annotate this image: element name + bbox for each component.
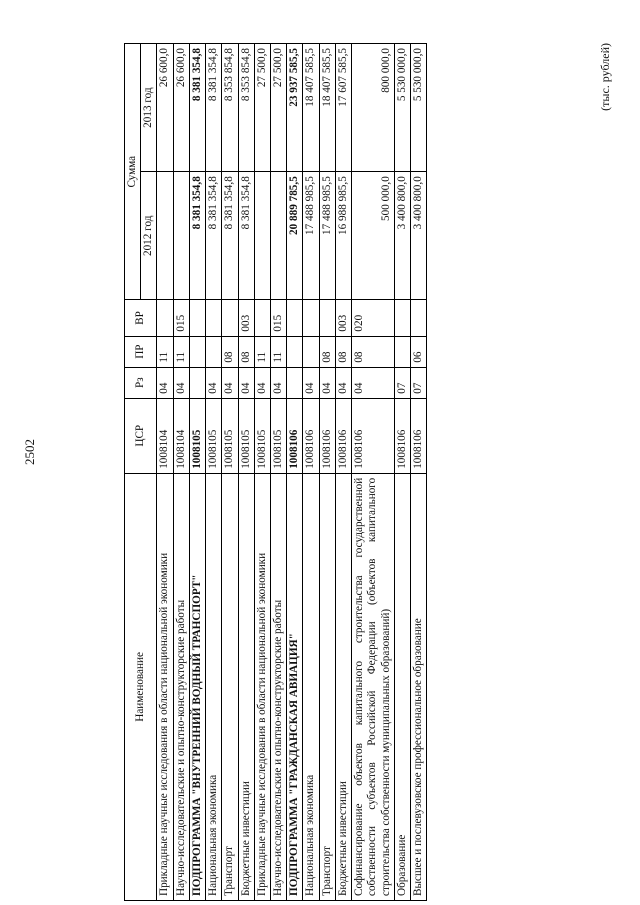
row-2012: 8 381 354,8 [206, 172, 222, 300]
header-row [125, 44, 141, 901]
row-csr: 1008105 [189, 398, 205, 473]
row-2012: 16 988 985,5 [335, 172, 351, 300]
row-2013: 8 353 854,8 [222, 44, 238, 172]
row-vr [394, 300, 410, 336]
row-name: Софинансирование объектов капитального строительства государственной собственности субъектов Российской Федерации (объектов капитального строительства собственности муниципальных образований) [352, 473, 395, 900]
row-name: Прикладные научные исследования в области национальной экономики [254, 473, 270, 900]
row-2013: 800 000,0 [352, 44, 395, 172]
row-pr: 11 [270, 336, 286, 367]
row-csr: 1008105 [206, 398, 222, 473]
row-vr [410, 300, 426, 336]
row-rz: 04 [238, 367, 254, 398]
row-vr [287, 300, 303, 336]
row-rz: 07 [394, 367, 410, 398]
row-2012: 8 381 354,8 [238, 172, 254, 300]
row-vr [319, 300, 335, 336]
row-2012: 8 381 354,8 [222, 172, 238, 300]
row-2013: 18 407 585,5 [319, 44, 335, 172]
row-2013: 18 407 585,5 [303, 44, 319, 172]
row-vr: 003 [238, 300, 254, 336]
row-rz: 04 [303, 367, 319, 398]
row-2013: 27 500,0 [270, 44, 286, 172]
row-name: ПОДПРОГРАММА "ГРАЖДАНСКАЯ АВИАЦИЯ" [287, 473, 303, 900]
row-pr [394, 336, 410, 367]
table-body [157, 44, 427, 901]
row-name: Высшее и послевузовское профессиональное образование [410, 473, 426, 900]
row-csr: 1008105 [254, 398, 270, 473]
header-pr: ПР [125, 336, 157, 367]
row-csr: 1008106 [394, 398, 410, 473]
row-2012: 8 381 354,8 [189, 172, 205, 300]
row-2013: 27 500,0 [254, 44, 270, 172]
table-row [254, 44, 270, 901]
row-2013: 8 381 354,8 [206, 44, 222, 172]
row-vr [189, 300, 205, 336]
row-rz: 04 [254, 367, 270, 398]
rotated-page [124, 43, 624, 901]
row-pr: 08 [335, 336, 351, 367]
row-name: Национальная экономика [206, 473, 222, 900]
header-2012: 2012 год [141, 172, 157, 300]
row-vr: 003 [335, 300, 351, 336]
header-rz: Рз [125, 367, 157, 398]
row-rz: 04 [222, 367, 238, 398]
row-csr: 1008104 [157, 398, 173, 473]
row-2012: 3 400 800,0 [410, 172, 426, 300]
row-csr: 1008106 [303, 398, 319, 473]
table-row [189, 44, 205, 901]
row-csr: 1008106 [287, 398, 303, 473]
row-name: ПОДПРОГРАММА "ВНУТРЕННИЙ ВОДНЫЙ ТРАНСПОРТ" [189, 473, 205, 900]
row-vr [157, 300, 173, 336]
table-row [352, 44, 395, 901]
header-name: Наименование [125, 473, 157, 900]
row-vr: 015 [173, 300, 189, 336]
row-name: Бюджетные инвестиции [238, 473, 254, 900]
row-2013: 5 530 000,0 [394, 44, 410, 172]
row-csr: 1008106 [410, 398, 426, 473]
row-name: Научно-исследовательские и опытно-конструкторские работы [270, 473, 286, 900]
row-2012 [173, 172, 189, 300]
row-name: Прикладные научные исследования в области национальной экономики [157, 473, 173, 900]
row-rz: 04 [157, 367, 173, 398]
table-row [238, 44, 254, 901]
row-csr: 1008105 [238, 398, 254, 473]
row-csr: 1008106 [352, 398, 395, 473]
header-2013: 2013 год [141, 44, 157, 172]
units-note: (тыс. рублей) [598, 43, 612, 111]
row-pr: 08 [352, 336, 395, 367]
row-rz: 07 [410, 367, 426, 398]
table-row [410, 44, 426, 901]
row-name: Транспорт [222, 473, 238, 900]
row-2013: 8 353 854,8 [238, 44, 254, 172]
row-pr: 08 [238, 336, 254, 367]
row-rz: 04 [173, 367, 189, 398]
row-2013: 26 600,0 [173, 44, 189, 172]
table-row [303, 44, 319, 901]
row-2013: 8 381 354,8 [189, 44, 205, 172]
row-pr: 11 [157, 336, 173, 367]
row-pr [287, 336, 303, 367]
row-csr: 1008105 [270, 398, 286, 473]
row-pr [189, 336, 205, 367]
row-pr: 06 [410, 336, 426, 367]
table-row [335, 44, 351, 901]
row-pr [206, 336, 222, 367]
row-rz: 04 [352, 367, 395, 398]
row-pr: 11 [173, 336, 189, 367]
row-name: Научно-исследовательские и опытно-конструкторские работы [173, 473, 189, 900]
row-csr: 1008106 [319, 398, 335, 473]
row-2013: 26 600,0 [157, 44, 173, 172]
row-vr [222, 300, 238, 336]
row-vr [254, 300, 270, 336]
row-csr: 1008106 [335, 398, 351, 473]
table-row [394, 44, 410, 901]
row-2012: 17 488 985,5 [319, 172, 335, 300]
row-pr: 11 [254, 336, 270, 367]
table-row [270, 44, 286, 901]
row-rz: 04 [335, 367, 351, 398]
row-2012 [157, 172, 173, 300]
row-rz: 04 [319, 367, 335, 398]
row-name: Бюджетные инвестиции [335, 473, 351, 900]
row-rz: 04 [270, 367, 286, 398]
row-csr: 1008105 [222, 398, 238, 473]
row-2012: 3 400 800,0 [394, 172, 410, 300]
row-2012 [270, 172, 286, 300]
row-2013: 5 530 000,0 [410, 44, 426, 172]
row-2012: 17 488 985,5 [303, 172, 319, 300]
header-vr: ВР [125, 300, 157, 336]
header-sum: Сумма [125, 44, 141, 300]
row-vr [206, 300, 222, 336]
row-pr [303, 336, 319, 367]
row-rz [287, 367, 303, 398]
row-2012: 500 000,0 [352, 172, 395, 300]
row-rz [189, 367, 205, 398]
table-row [287, 44, 303, 901]
page-number-text: 2502 [22, 439, 37, 465]
header-csr: ЦСР [125, 398, 157, 473]
table-row [319, 44, 335, 901]
table-row [157, 44, 173, 901]
row-2012: 20 889 785,5 [287, 172, 303, 300]
table-row [206, 44, 222, 901]
table-row [173, 44, 189, 901]
row-vr [303, 300, 319, 336]
row-name: Транспорт [319, 473, 335, 900]
row-pr: 08 [319, 336, 335, 367]
row-rz: 04 [206, 367, 222, 398]
row-vr: 015 [270, 300, 286, 336]
row-vr: 020 [352, 300, 395, 336]
row-name: Образование [394, 473, 410, 900]
row-2013: 17 607 585,5 [335, 44, 351, 172]
row-pr: 08 [222, 336, 238, 367]
row-name: Национальная экономика [303, 473, 319, 900]
budget-table [124, 43, 427, 901]
row-csr: 1008104 [173, 398, 189, 473]
row-2013: 23 937 585,5 [287, 44, 303, 172]
row-2012 [254, 172, 270, 300]
table-row [222, 44, 238, 901]
